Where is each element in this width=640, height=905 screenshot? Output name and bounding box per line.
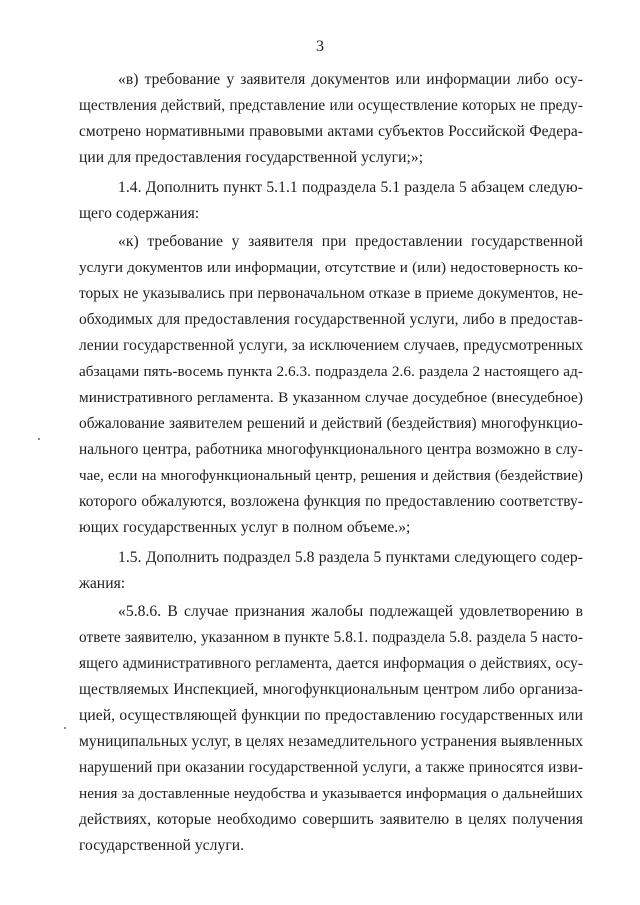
text-line: жания:: [79, 575, 126, 592]
text-line: муниципальных услуг, в целях незамедлительного устранения выявленных: [79, 733, 584, 750]
text-line: ящего административного регламента, дается информация о действиях, осу-: [79, 655, 583, 672]
text-line: «к) требование у заявителя при предоставлении государственной: [118, 233, 583, 250]
text-line: 1.5. Дополнить подраздел 5.8 раздела 5 пунктами следующего содер-: [118, 549, 583, 566]
text-line: нарушений при оказании государственной услуги, а также приносятся изви-: [79, 759, 583, 776]
text-line: лении государственной услуги, за исключением случаев, предусмотренных: [79, 337, 583, 354]
text-line: цией, осуществляющей функции по предоставлению государственных или: [79, 707, 583, 724]
text-line: обжалование заявителем решений и действий (бездействия) многофункцио-: [79, 415, 583, 432]
text-line: смотрено нормативными правовыми актами субъектов Российской Федера-: [79, 123, 583, 140]
scan-speck: [38, 438, 40, 440]
text-line: которого обжалуются, возложена функция по предоставлению соответству-: [79, 493, 583, 510]
text-line: ществления действий, представление или осуществление которых не преду-: [79, 97, 583, 114]
text-line: ществляемых Инспекцией, многофункциональным центром либо организа-: [79, 681, 583, 698]
text-line: действиях, которые необходимо совершить заявителю в целях получения: [79, 811, 583, 828]
text-line: абзацами пять-восемь пункта 2.6.3. подраздела 2.6. раздела 2 настоящего ад-: [79, 363, 583, 380]
text-line: обходимых для предоставления государственной услуги, либо в предостав-: [79, 311, 583, 328]
text-line: «5.8.6. В случае признания жалобы подлежащей удовлетворению в: [118, 603, 583, 620]
text-line: министративного регламента. В указанном случае досудебное (внесудебное): [79, 389, 583, 406]
text-line: ответе заявителю, указанном в пункте 5.8.1. подраздела 5.8. раздела 5 насто-: [79, 629, 583, 646]
text-line: нального центра, работника многофункционального центра возможно в слу-: [79, 441, 583, 458]
scan-speck: [64, 727, 66, 729]
text-line: ции для предоставления государственной услуги;»;: [79, 149, 424, 166]
text-line: торых не указывались при первоначальном отказе в приеме документов, не-: [79, 285, 583, 302]
text-line: «в) требование у заявителя документов или информации либо осу-: [118, 71, 583, 88]
page-number: 3: [316, 38, 324, 55]
text-line: услуги документов или информации, отсутствие и (или) недостоверность ко-: [79, 260, 583, 276]
text-line: нения за доставленные неудобства и указывается информация о дальнейших: [79, 785, 583, 802]
text-line: ющих государственных услуг в полном объеме.»;: [79, 519, 411, 536]
text-line: государственной услуги.: [79, 837, 245, 854]
text-line: щего содержания:: [79, 205, 200, 222]
text-line: 1.4. Дополнить пункт 5.1.1 подраздела 5.1 раздела 5 абзацем следую-: [118, 179, 583, 196]
text-line: чае, если на многофункциональный центр, решения и действия (бездействие): [79, 468, 583, 484]
